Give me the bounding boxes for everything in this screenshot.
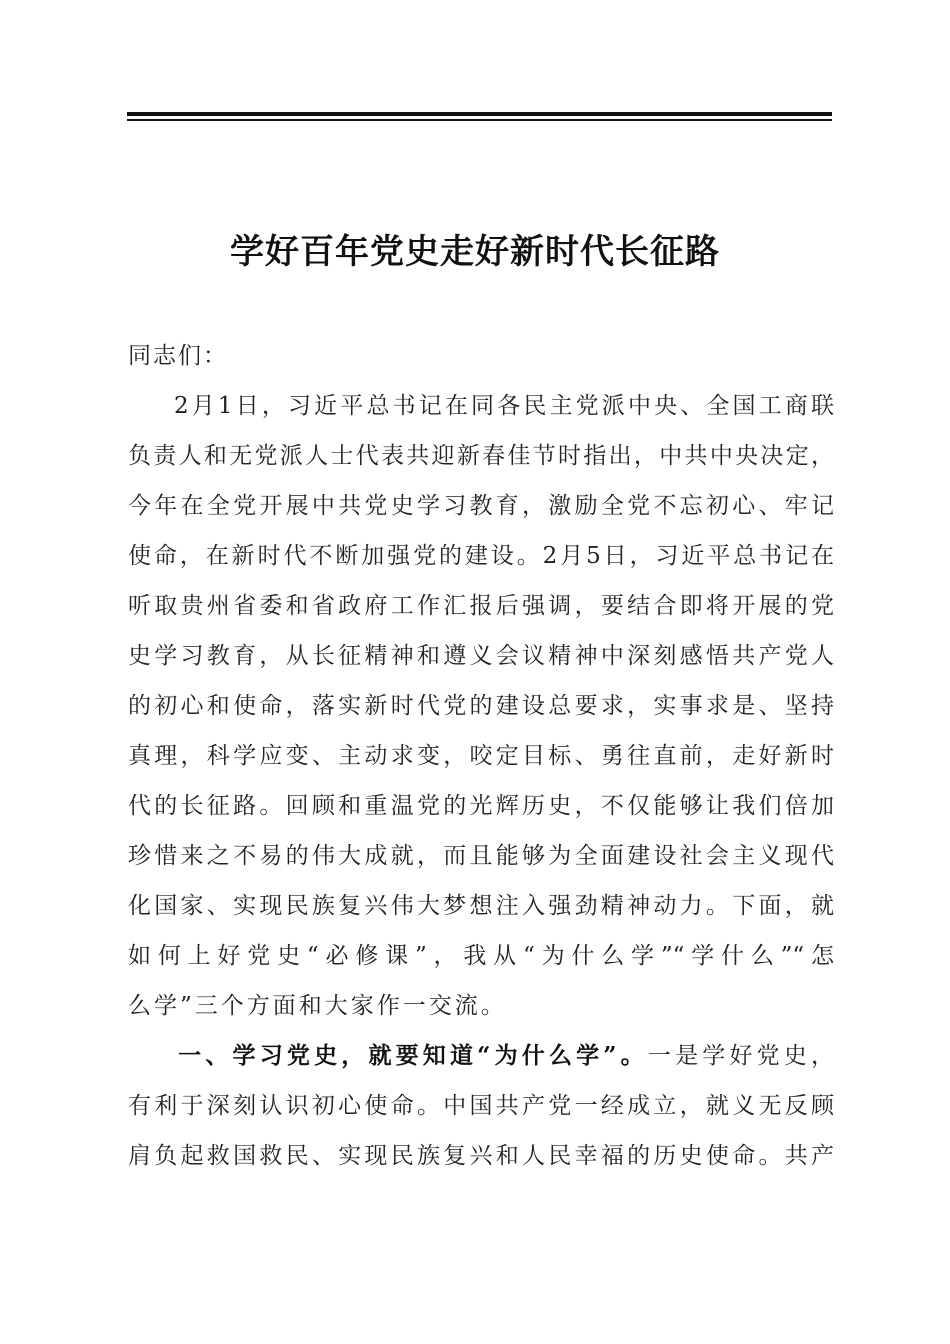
document-title: 学好百年党史走好新时代长征路	[230, 232, 720, 272]
paragraph-line: 肩负起救国救民、实现民族复兴和人民幸福的历史使命。共产	[128, 1143, 834, 1169]
section-text: 一是学好党史，	[647, 1043, 834, 1069]
paragraph-line: 负责人和无党派人士代表共迎新春佳节时指出，中共中央决定，	[128, 443, 834, 469]
paragraph-line: 2月1日，习近平总书记在同各民主党派中央、全国工商联	[174, 393, 834, 419]
paragraph-line: 今年在全党开展中共党史学习教育，激励全党不忘初心、牢记	[128, 493, 834, 519]
document-body	[128, 331, 834, 1181]
paragraph-line: 化国家、实现民族复兴伟大梦想注入强劲精神动力。下面，就	[128, 893, 834, 919]
paragraph-line: 的初心和使命，落实新时代党的建设总要求，实事求是、坚持	[128, 693, 834, 719]
paragraph-1	[128, 381, 834, 1031]
salutation: 同志们：	[128, 343, 228, 369]
header-rule-thick	[127, 112, 832, 116]
paragraph-line: 如何上好党史“必修课”，我从“为什么学”“学什么”“怎	[128, 943, 834, 969]
paragraph-line: 有利于深刻认识初心使命。中国共产党一经成立，就义无反顾	[128, 1093, 834, 1119]
paragraph-line: 代的长征路。回顾和重温党的光辉历史，不仅能够让我们倍加	[128, 793, 834, 819]
paragraph-line: 使命，在新时代不断加强党的建设。2月5日，习近平总书记在	[128, 543, 834, 569]
paragraph-2	[128, 1031, 834, 1181]
paragraph-line: 听取贵州省委和省政府工作汇报后强调，要结合即将开展的党	[128, 593, 834, 619]
paragraph-line: 珍惜来之不易的伟大成就，而且能够为全面建设社会主义现代	[128, 843, 834, 869]
paragraph-line: 真理，科学应变、主动求变，咬定目标、勇往直前，走好新时	[128, 743, 834, 769]
paragraph-line: 史学习教育，从长征精神和遵义会议精神中深刻感悟共产党人	[128, 643, 834, 669]
section-heading-line	[128, 1031, 834, 1081]
header-rule-thin	[127, 119, 832, 121]
paragraph-line: 么学”三个方面和大家作一交流。	[128, 993, 507, 1019]
section-heading: 一、学习党史，就要知道“为什么学”。	[174, 1042, 648, 1069]
